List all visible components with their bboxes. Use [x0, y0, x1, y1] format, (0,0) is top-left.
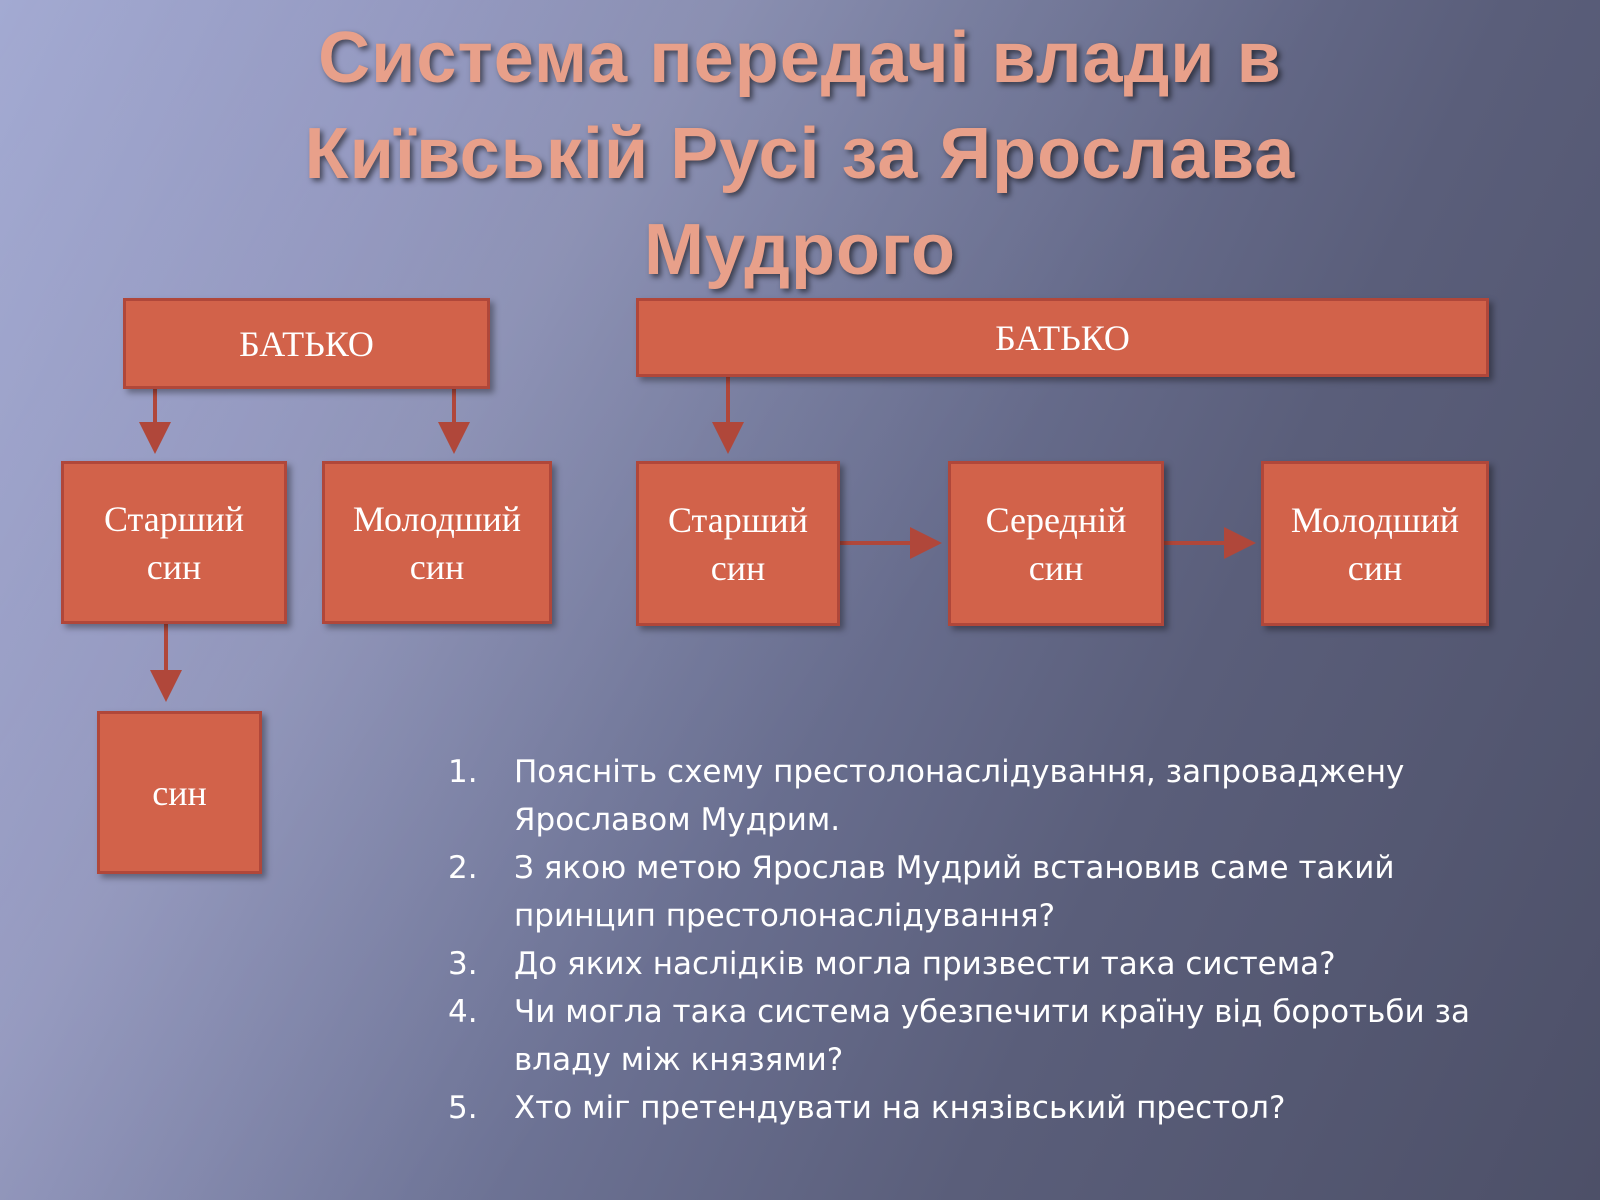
right-younger-son-line-1: Молодший — [1290, 499, 1460, 540]
question-item — [448, 844, 1528, 940]
right-elder-son-line-2: син — [710, 547, 766, 588]
right-middle-son-box — [948, 461, 1164, 626]
question-line: До яких наслідків могла призвести така система? — [514, 946, 1336, 982]
question-number: 3. — [448, 946, 478, 982]
left-younger-son-line-1: Молодший — [352, 498, 522, 539]
question-text — [514, 1084, 1528, 1132]
question-text — [514, 844, 1528, 940]
question-line: Чи могла така система убезпечити країну від боротьби за — [514, 994, 1470, 1030]
question-line: З якою метою Ярослав Мудрий встановив саме такий — [514, 850, 1395, 886]
question-number: 4. — [448, 994, 478, 1030]
right-father-box — [636, 298, 1489, 377]
left-younger-son-box — [322, 461, 552, 624]
right-younger-son-line-2: син — [1347, 547, 1403, 588]
left-younger-son-line-2: син — [409, 546, 465, 587]
left-elder-son-line-2: син — [146, 546, 202, 587]
left-elder-son-box — [61, 461, 287, 624]
left-elder-son-line-1: Старший — [104, 498, 244, 539]
title-line-3: Мудрого — [644, 210, 956, 290]
question-line: Хто міг претендувати на князівський престол? — [514, 1090, 1286, 1126]
question-text — [514, 988, 1528, 1084]
right-elder-son-box — [636, 461, 840, 626]
question-number: 2. — [448, 850, 478, 886]
question-number: 1. — [448, 754, 478, 790]
question-list — [448, 748, 1528, 1132]
left-grandson-label: син — [152, 772, 207, 813]
title-line-1: Система передачі влади в — [318, 18, 1282, 98]
left-grandson-box — [97, 711, 262, 874]
left-father-label: БАТЬКО — [239, 323, 374, 364]
question-number: 5. — [448, 1090, 478, 1126]
right-middle-son-line-2: син — [1028, 547, 1084, 588]
left-father-box — [123, 298, 490, 389]
title-line-2: Київській Русі за Ярослава — [304, 114, 1296, 194]
question-item — [448, 988, 1528, 1084]
right-father-label: БАТЬКО — [995, 317, 1130, 358]
question-line: принцип престолонаслідування? — [514, 898, 1056, 934]
right-elder-son-line-1: Старший — [668, 499, 808, 540]
right-younger-son-box — [1261, 461, 1489, 626]
question-item — [448, 1084, 1528, 1132]
question-line: Ярославом Мудрим. — [514, 802, 841, 838]
question-text — [514, 940, 1528, 988]
question-line: владу між князями? — [514, 1042, 844, 1078]
question-item — [448, 940, 1528, 988]
question-item — [448, 748, 1528, 844]
question-line: Поясніть схему престолонаслідування, запроваджену — [514, 754, 1405, 790]
question-text — [514, 748, 1528, 844]
right-middle-son-line-1: Середній — [985, 499, 1127, 540]
